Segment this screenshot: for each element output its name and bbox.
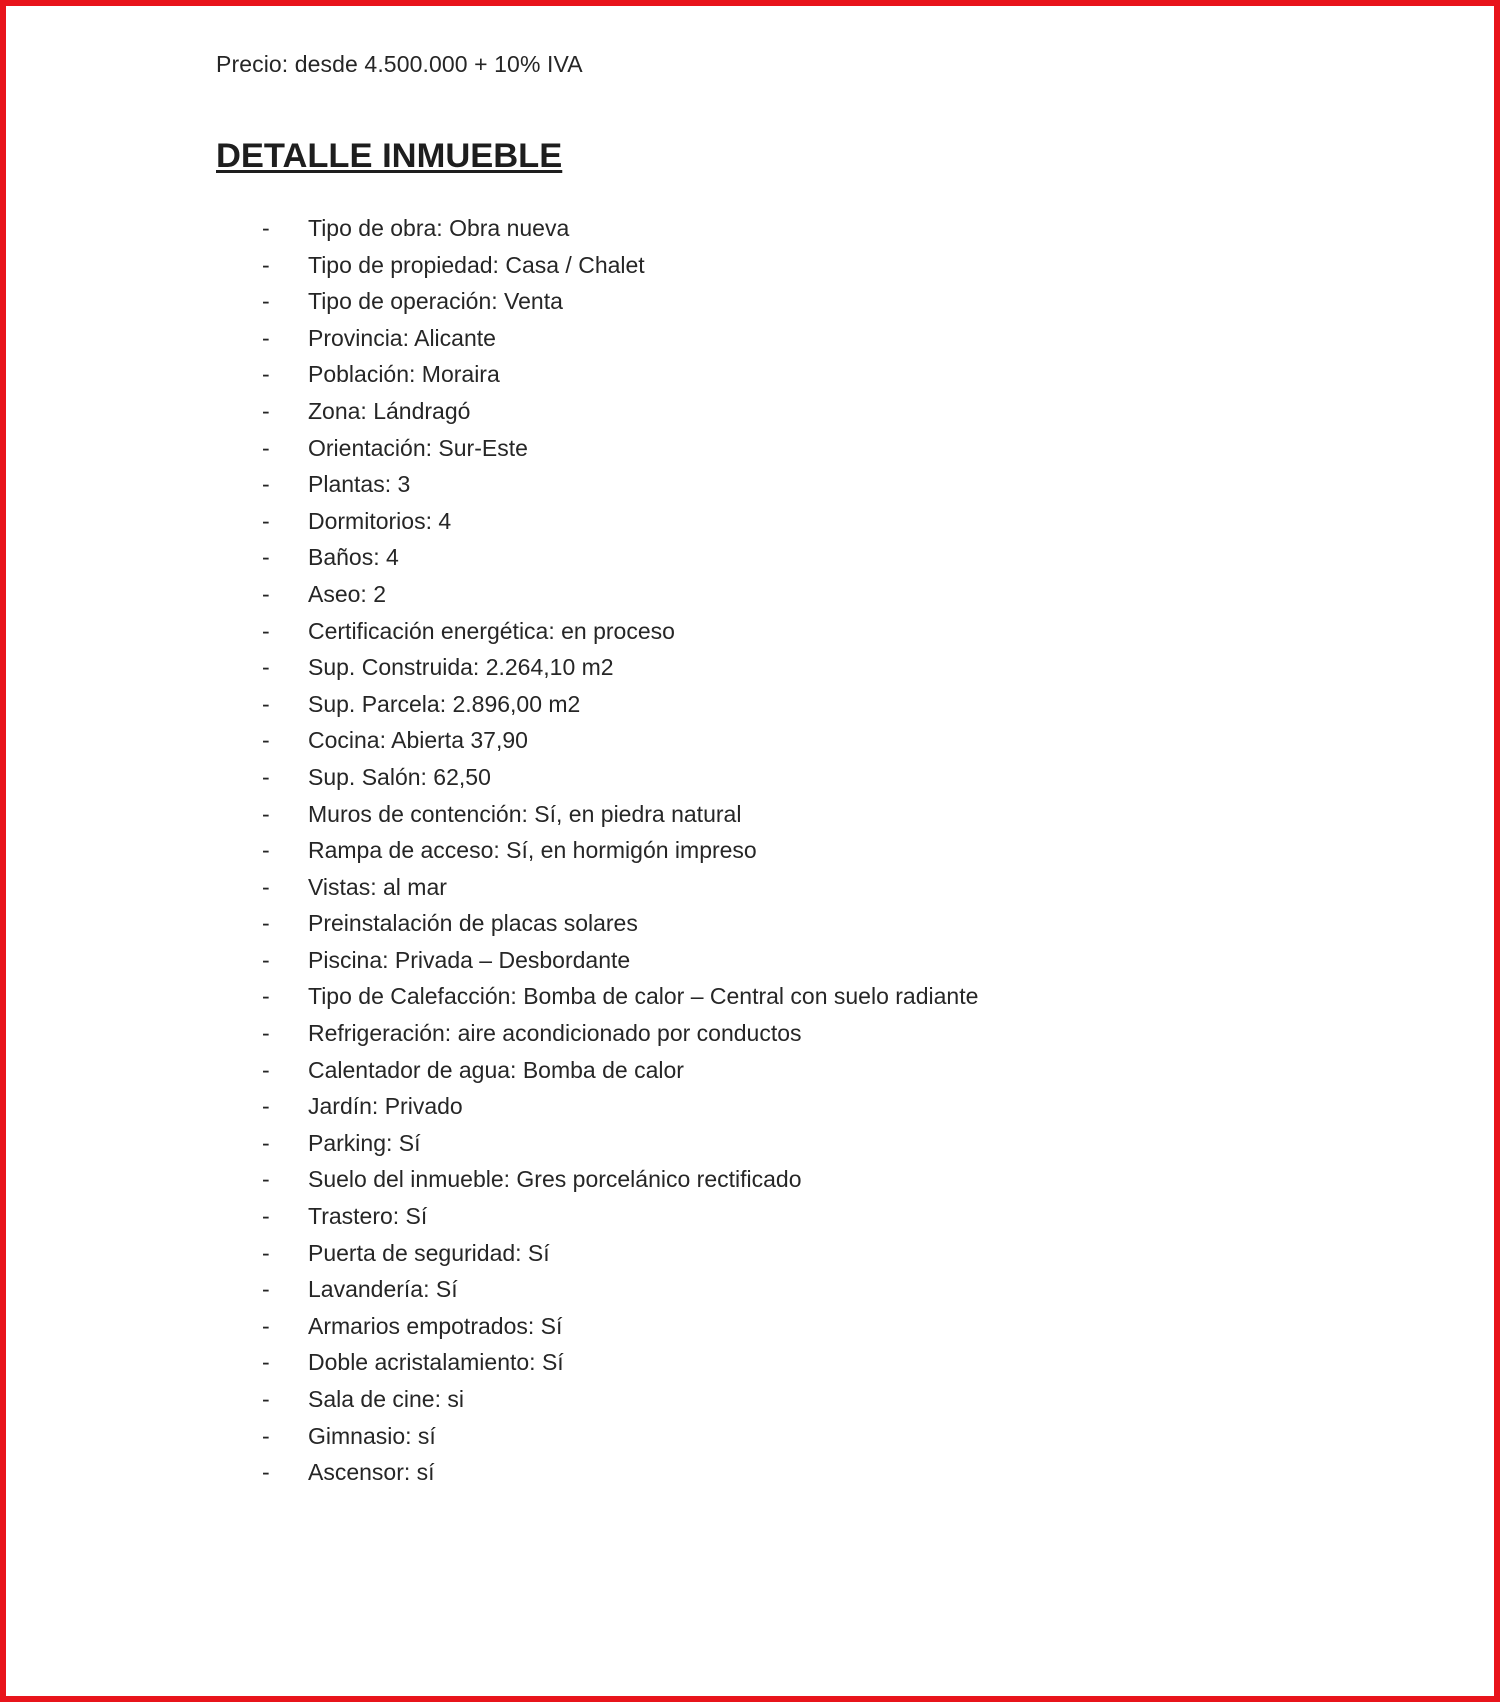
bullet-dash: - bbox=[262, 1203, 270, 1230]
list-item bbox=[216, 832, 978, 869]
price-line: Precio: desde 4.500.000 + 10% IVA bbox=[216, 51, 583, 77]
list-item bbox=[216, 1161, 978, 1198]
list-item-text: Plantas: 3 bbox=[308, 471, 411, 498]
list-item bbox=[216, 356, 978, 393]
list-item-text: Suelo del inmueble: Gres porcelánico rectificado bbox=[308, 1166, 802, 1193]
list-item bbox=[216, 247, 978, 284]
list-item-text: Sup. Salón: 62,50 bbox=[308, 763, 491, 790]
list-item bbox=[216, 1015, 978, 1052]
list-item bbox=[216, 978, 978, 1015]
list-item-text: Tipo de obra: Obra nueva bbox=[308, 215, 570, 241]
list-item-text: Cocina: Abierta 37,90 bbox=[308, 727, 528, 754]
list-item-text: Ascensor: sí bbox=[308, 1459, 435, 1486]
list-item bbox=[216, 1235, 978, 1272]
bullet-dash: - bbox=[262, 1239, 270, 1266]
list-item-text: Jardín: Privado bbox=[308, 1093, 463, 1120]
bullet-dash: - bbox=[262, 434, 270, 461]
property-detail-list bbox=[216, 210, 978, 1491]
list-item-text: Sup. Construida: 2.264,10 m2 bbox=[308, 654, 614, 681]
bullet-dash: - bbox=[262, 617, 270, 644]
list-item-text: Vistas: al mar bbox=[308, 873, 447, 900]
list-item-text: Parking: Sí bbox=[308, 1129, 421, 1156]
bullet-dash: - bbox=[262, 471, 270, 498]
bullet-dash: - bbox=[262, 1056, 270, 1083]
bullet-dash: - bbox=[262, 288, 270, 315]
list-item bbox=[216, 1052, 978, 1089]
list-item-text: Trastero: Sí bbox=[308, 1203, 428, 1230]
document-page bbox=[216, 48, 978, 1491]
bullet-dash: - bbox=[262, 946, 270, 973]
bullet-dash: - bbox=[262, 800, 270, 827]
bullet-dash: - bbox=[262, 580, 270, 607]
list-item-text: Aseo: 2 bbox=[308, 580, 386, 607]
bullet-dash: - bbox=[262, 1093, 270, 1120]
bullet-dash: - bbox=[262, 361, 270, 388]
list-item-text: Puerta de seguridad: Sí bbox=[308, 1239, 550, 1266]
bullet-dash: - bbox=[262, 215, 270, 241]
list-item-text: Muros de contención: Sí, en piedra natural bbox=[308, 800, 742, 827]
bullet-dash: - bbox=[262, 1166, 270, 1193]
bullet-dash: - bbox=[262, 1386, 270, 1412]
list-item-text: Tipo de Calefacción: Bomba de calor – Central con suelo radiante bbox=[308, 983, 979, 1010]
list-item bbox=[216, 649, 978, 686]
list-item bbox=[216, 942, 978, 979]
list-item-text: Población: Moraira bbox=[308, 361, 500, 388]
list-item bbox=[216, 430, 978, 467]
list-item bbox=[216, 539, 978, 576]
list-item-text: Orientación: Sur-Este bbox=[308, 434, 528, 461]
bullet-dash: - bbox=[262, 837, 270, 864]
list-item-text: Preinstalación de placas solares bbox=[308, 910, 638, 937]
list-item-text: Baños: 4 bbox=[308, 544, 399, 571]
bullet-dash: - bbox=[262, 1276, 270, 1303]
bullet-dash: - bbox=[262, 251, 270, 278]
list-item-text: Tipo de propiedad: Casa / Chalet bbox=[308, 251, 645, 278]
bullet-dash: - bbox=[262, 507, 270, 534]
bullet-dash: - bbox=[262, 983, 270, 1010]
bullet-dash: - bbox=[262, 1459, 270, 1486]
list-item-text: Doble acristalamiento: Sí bbox=[308, 1349, 564, 1376]
bullet-dash: - bbox=[262, 1349, 270, 1376]
list-item bbox=[216, 1088, 978, 1125]
list-item bbox=[216, 320, 978, 357]
list-item-text: Rampa de acceso: Sí, en hormigón impreso bbox=[308, 837, 757, 864]
list-item bbox=[216, 503, 978, 540]
bullet-dash: - bbox=[262, 873, 270, 900]
bullet-dash: - bbox=[262, 1020, 270, 1047]
list-item bbox=[216, 1418, 978, 1455]
list-item bbox=[216, 1454, 978, 1491]
list-item-text: Sup. Parcela: 2.896,00 m2 bbox=[308, 690, 581, 717]
list-item-text: Tipo de operación: Venta bbox=[308, 288, 563, 315]
list-item bbox=[216, 1381, 978, 1418]
bullet-dash: - bbox=[262, 1312, 270, 1339]
list-item-text: Dormitorios: 4 bbox=[308, 507, 452, 534]
bullet-dash: - bbox=[262, 690, 270, 717]
bullet-dash: - bbox=[262, 397, 270, 424]
list-item-text: Zona: Lándragó bbox=[308, 397, 471, 424]
bullet-dash: - bbox=[262, 910, 270, 937]
list-item bbox=[216, 722, 978, 759]
list-item-text: Calentador de agua: Bomba de calor bbox=[308, 1056, 684, 1083]
bullet-dash: - bbox=[262, 324, 270, 351]
list-item bbox=[216, 869, 978, 906]
bullet-dash: - bbox=[262, 654, 270, 681]
list-item-text: Lavandería: Sí bbox=[308, 1276, 458, 1303]
list-item-text: Gimnasio: sí bbox=[308, 1422, 436, 1449]
list-item bbox=[216, 210, 978, 247]
bullet-dash: - bbox=[262, 727, 270, 754]
list-item bbox=[216, 1344, 978, 1381]
list-item-text: Piscina: Privada – Desbordante bbox=[308, 946, 631, 973]
list-item bbox=[216, 686, 978, 723]
list-item bbox=[216, 1125, 978, 1162]
list-item bbox=[216, 613, 978, 650]
list-item-text: Provincia: Alicante bbox=[308, 324, 496, 351]
list-item bbox=[216, 796, 978, 833]
section-heading: DETALLE INMUEBLE bbox=[216, 137, 563, 175]
list-item bbox=[216, 466, 978, 503]
bullet-dash: - bbox=[262, 1422, 270, 1449]
bullet-dash: - bbox=[262, 544, 270, 571]
list-item bbox=[216, 576, 978, 613]
list-item bbox=[216, 393, 978, 430]
list-item bbox=[216, 905, 978, 942]
list-item bbox=[216, 1271, 978, 1308]
list-item-text: Armarios empotrados: Sí bbox=[308, 1312, 563, 1339]
list-item bbox=[216, 1198, 978, 1235]
bullet-dash: - bbox=[262, 1129, 270, 1156]
list-item bbox=[216, 1308, 978, 1345]
bullet-dash: - bbox=[262, 763, 270, 790]
list-item-text: Sala de cine: si bbox=[308, 1386, 464, 1412]
list-item-text: Refrigeración: aire acondicionado por conductos bbox=[308, 1020, 802, 1047]
list-item bbox=[216, 283, 978, 320]
list-item-text: Certificación energética: en proceso bbox=[308, 617, 675, 644]
list-item bbox=[216, 759, 978, 796]
